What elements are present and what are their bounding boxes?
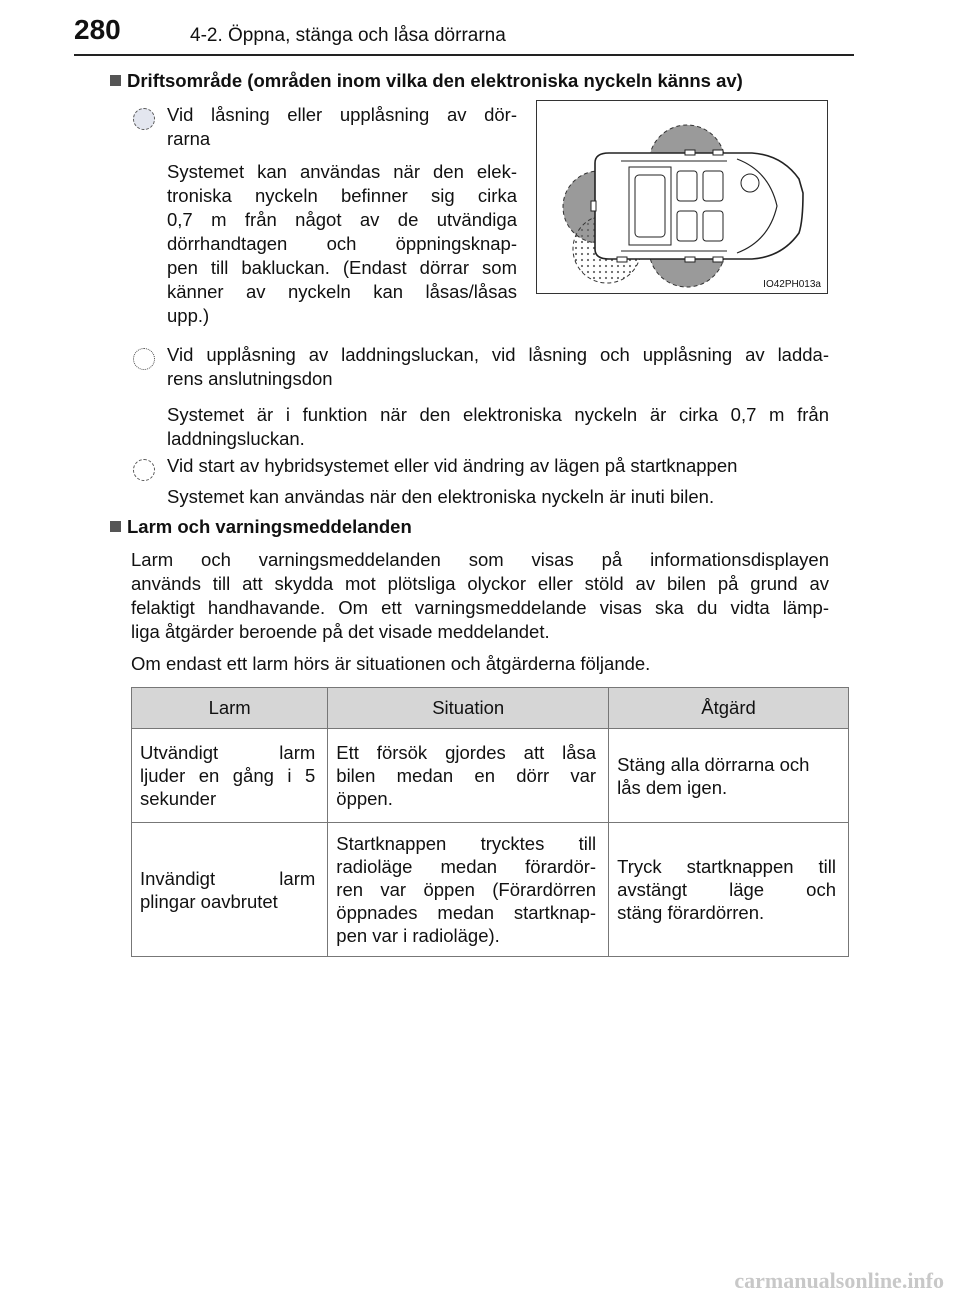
cell-line: Ett försök gjordes att låsa bbox=[336, 742, 597, 763]
item2-body bbox=[167, 403, 829, 451]
section-title-text: Driftsområde (områden inom vilka den elektroniska nyckeln känns av) bbox=[127, 70, 743, 91]
alarms-paragraph-line: används till att skydda mot plötsliga olyckor eller stöld av bilen på grund av bbox=[131, 573, 829, 594]
section-title-text: Larm och varningsmeddelanden bbox=[127, 516, 412, 537]
chapter-title: 4-2. Öppna, stänga och låsa dörrarna bbox=[190, 25, 506, 46]
cell-atgard bbox=[609, 823, 849, 957]
item1-body-line: troniska nyckeln befinner sig cirka bbox=[167, 185, 517, 206]
table-row bbox=[132, 729, 849, 823]
alarm-table bbox=[131, 687, 849, 957]
square-bullet-icon bbox=[110, 521, 121, 532]
car-range-illustration bbox=[537, 101, 826, 292]
item1-title-line2: rarna bbox=[167, 128, 211, 149]
cell-atgard bbox=[609, 729, 849, 823]
cell-line: radioläge medan förardör- bbox=[336, 856, 597, 877]
alarms-intro: Om endast ett larm hörs är situationen och åtgärderna följande. bbox=[131, 653, 651, 674]
dashed-circle-icon bbox=[133, 108, 155, 130]
car-detection-range-figure bbox=[536, 100, 828, 294]
item2-title-line: Vid upplåsning av laddningsluckan, vid låsning och upplåsning av ladda- bbox=[167, 344, 829, 365]
cell-line: sekunder bbox=[140, 788, 217, 809]
alarms-paragraph-line: liga åtgärder beroende på det visade meddelandet. bbox=[131, 621, 550, 642]
dotted-circle-icon bbox=[133, 348, 155, 370]
cell-line: lås dem igen. bbox=[617, 776, 728, 798]
table-header-row bbox=[132, 688, 849, 729]
cell-line: Startknappen trycktes till bbox=[336, 833, 597, 854]
cell-line: bilen medan en dörr var bbox=[336, 765, 597, 786]
item2-body-line: laddningsluckan. bbox=[167, 428, 305, 449]
cell-line: Invändigt larm bbox=[140, 867, 316, 889]
alarms-paragraph bbox=[131, 548, 829, 644]
cell-larm bbox=[132, 823, 328, 957]
item3-title: Vid start av hybridsystemet eller vid ändring av lägen på startknappen bbox=[167, 455, 738, 476]
header-situation: Situation bbox=[328, 688, 609, 729]
header-divider bbox=[74, 54, 854, 56]
table-row bbox=[132, 823, 849, 957]
cell-line: Utvändigt larm bbox=[140, 742, 316, 763]
watermark: carmanualsonline.info bbox=[734, 1268, 944, 1293]
cell-line: ljuder en gång i 5 bbox=[140, 765, 316, 786]
cell-situation bbox=[328, 823, 609, 957]
cell-line: öppen. bbox=[336, 788, 393, 809]
section-title-operating-range bbox=[110, 70, 743, 92]
item1-body-line: Systemet kan användas när den elek- bbox=[167, 161, 517, 182]
square-bullet-icon bbox=[110, 75, 121, 86]
cell-line: plingar oavbrutet bbox=[140, 890, 278, 912]
alarms-paragraph-line: felaktigt handhavande. Om ett varningsmeddelande visas ska du vidta lämp- bbox=[131, 597, 829, 618]
item2-title bbox=[167, 343, 829, 391]
item3-body: Systemet kan användas när den elektroniska nyckeln är inuti bilen. bbox=[167, 486, 715, 507]
item1-body-line: känner av nyckeln kan låsas/låsas bbox=[167, 281, 517, 302]
item1-body-line: upp.) bbox=[167, 305, 210, 326]
header-larm: Larm bbox=[132, 688, 328, 729]
cell-line: Tryck startknappen till bbox=[617, 856, 836, 877]
alarms-paragraph-line: Larm och varningsmeddelanden som visas på informationsdisplayen bbox=[131, 549, 829, 570]
item2-body-line: Systemet är i funktion när den elektroniska nyckeln är cirka 0,7 m från bbox=[167, 404, 829, 425]
dashed-circle-icon bbox=[133, 459, 155, 481]
item1-body-line: dörrhandtagen och öppningsknap- bbox=[167, 233, 517, 254]
cell-line: Stäng alla dörrarna och bbox=[617, 753, 810, 775]
item1-title-line1: Vid låsning eller upplåsning av dör- bbox=[167, 104, 517, 125]
cell-larm bbox=[132, 729, 328, 823]
cell-situation bbox=[328, 729, 609, 823]
car-body-outline bbox=[595, 153, 803, 259]
figure-code: IO42PH013a bbox=[763, 279, 821, 290]
page-header bbox=[74, 14, 874, 54]
cell-line: pen var i radioläge). bbox=[336, 925, 500, 946]
item1-body-line: 0,7 m från något av de utvändiga bbox=[167, 209, 517, 230]
item2-title-line: rens anslutningsdon bbox=[167, 368, 333, 389]
cell-line: avstängt läge och bbox=[617, 879, 836, 900]
cell-line: ren var öppen (Förardörren bbox=[336, 879, 597, 900]
page-number: 280 bbox=[74, 14, 121, 45]
header-atgard: Åtgärd bbox=[609, 688, 849, 729]
item1-title bbox=[167, 103, 517, 151]
section-title-alarms bbox=[110, 516, 412, 538]
cell-line: stäng förardörren. bbox=[617, 902, 765, 923]
cell-line: öppnades medan startknap- bbox=[336, 902, 597, 923]
item1-body-line: pen till bakluckan. (Endast dörrar som bbox=[167, 257, 517, 278]
item1-body bbox=[167, 160, 517, 328]
